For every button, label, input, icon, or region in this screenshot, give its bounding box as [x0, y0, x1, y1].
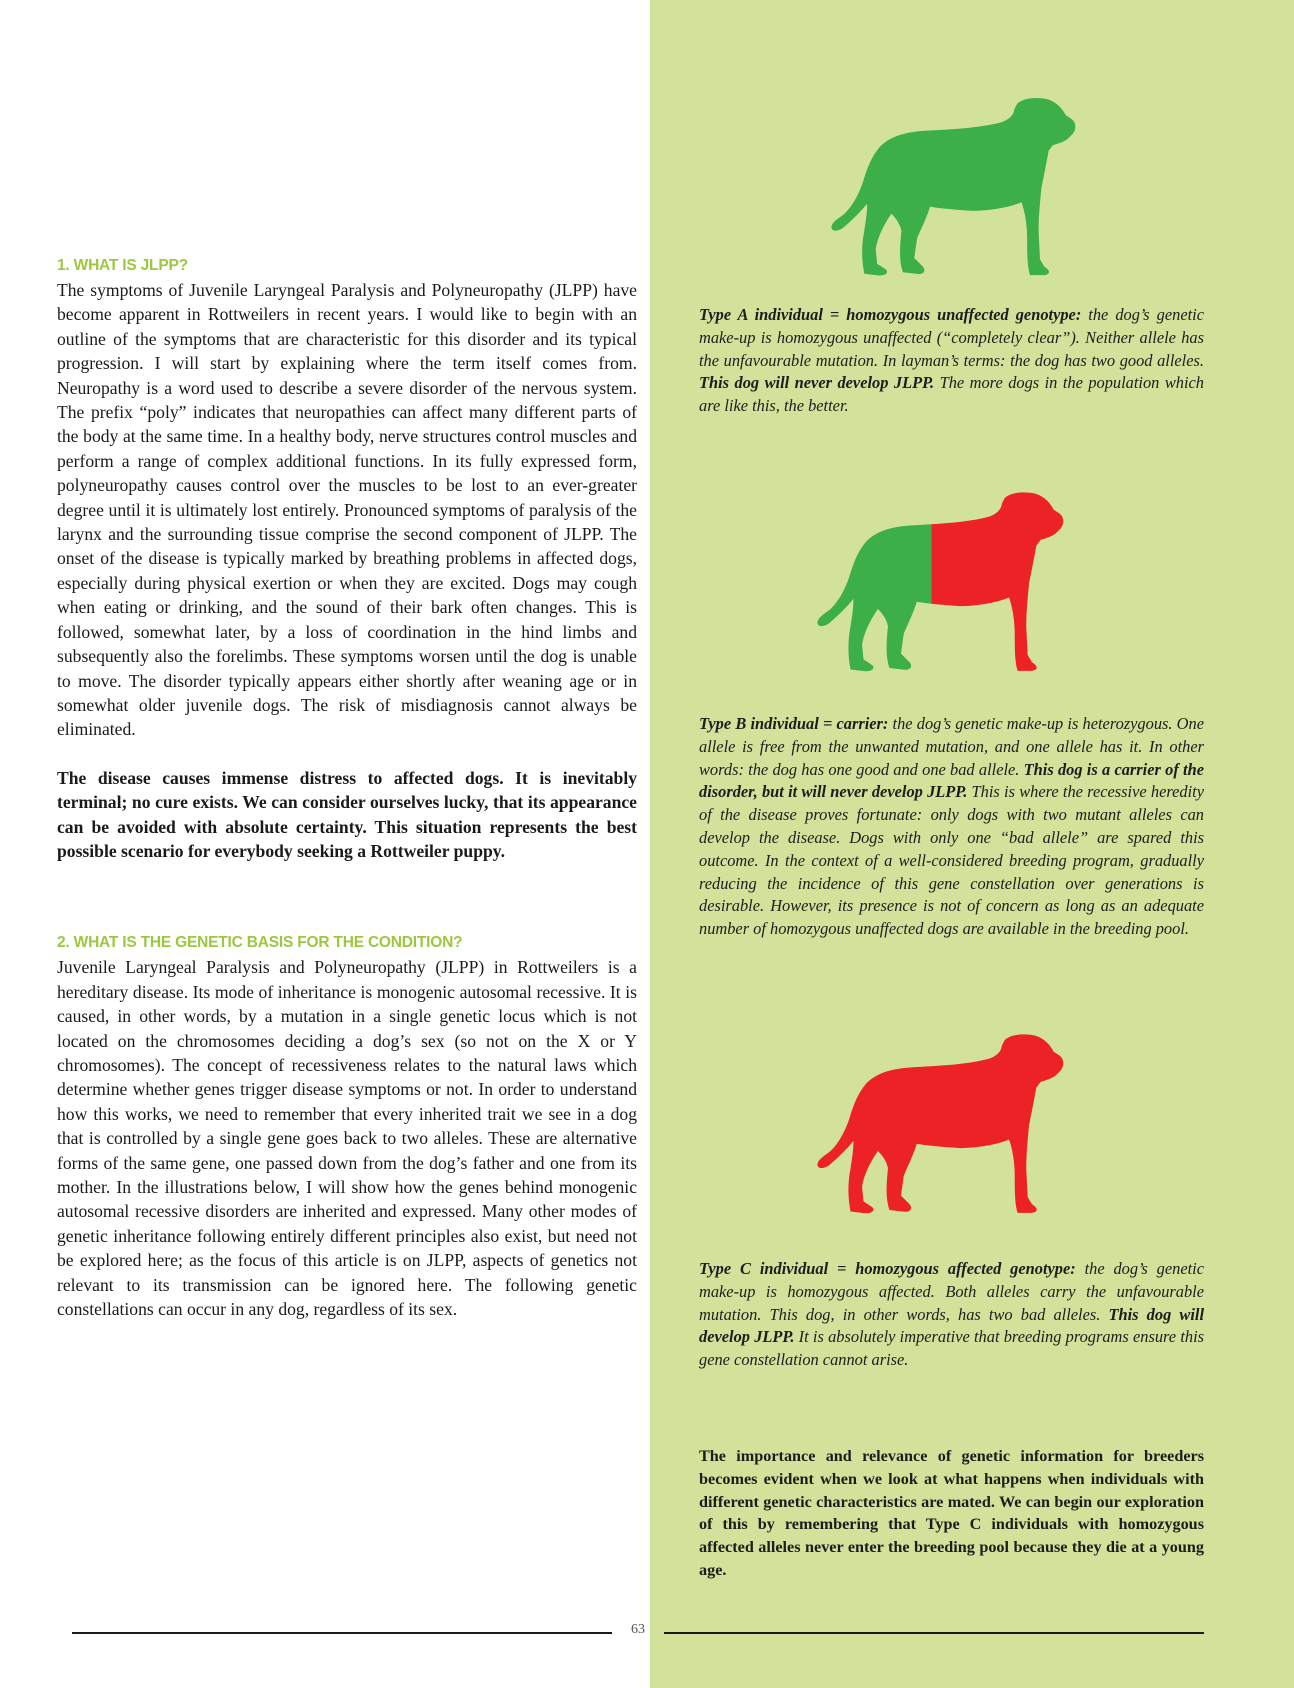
caption-type-a-bold: This dog will never develop JLPP.	[699, 373, 935, 393]
section-1-bold-paragraph: The disease causes immense distress to affected dogs. It is inevitably terminal; no cure exists. We can consider ourselves lucky, that its appearance can be avoided with absolute certainty. This situation represents the best possible scenario for everybody seeking a Rottweiler puppy.	[57, 767, 637, 861]
caption-type-c	[699, 1258, 1204, 1372]
section-1-paragraph: The symptoms of Juvenile Laryngeal Paralysis and Polyneuropathy (JLPP) have become apparent in Rottweilers in recent years. I would like to begin with an outline of the symptoms that are characteristic for this disorder and its typical progression. I will start by explaining where the term itself comes from. Neuropathy is a word used to describe a severe disorder of the nervous system. The prefix “poly” indicates that neuropathies can affect many different parts of the body at the same time. In a healthy body, nerve structures control muscles and perform a range of complex additional functions. In its fully expressed form, polyneuropathy causes control over the muscles to be lost to an ever-greater degree until it is ultimately lost entirely. Pronounced symptoms of paralysis of the larynx and the surrounding tissue comprise the second component of JLPP. The onset of the disease is typically marked by breathing problems in affected dogs, especially during physical exertion or when they are excited. Dogs may cough when eating or drinking, and the sound of their bark often changes. This is followed, somewhat later, by a loss of coordination in the hind limbs and subsequently also the forelimbs. These symptoms worsen until the dog is unable to move. The disorder typically appears either shortly after weaning age or in somewhat older juvenile dogs. The risk of misdiagnosis cannot always be eliminated.	[57, 280, 637, 740]
footer-rule-right	[664, 1632, 1204, 1634]
footer-rule-left	[72, 1632, 612, 1634]
caption-type-c-text-1: the dog’s genetic make-up is homozygous affected. Both alleles carry the unfavourable mutation. This dog, in other words, has two bad alleles.	[699, 1259, 1204, 1324]
dog-body-red	[817, 1034, 1063, 1213]
section-genetic-basis	[57, 933, 637, 1321]
section-2-heading: 2. WHAT IS THE GENETIC BASIS FOR THE CONDITION?	[57, 934, 463, 952]
section-2-paragraph: Juvenile Laryngeal Paralysis and Polyneuropathy (JLPP) in Rottweilers is a hereditary disease. Its mode of inheritance is monogenic autosomal recessive. It is caused, in other words, by a mutation in a single genetic locus which is not located on the chromosomes deciding a dog’s sex (so not on the X or Y chromosomes). The concept of recessiveness relates to the natural laws which determine whether genes trigger disease symptoms or not. In order to understand how this works, we need to remember that every inherited trait we see in a dog that is controlled by a single gene goes back to two alleles. These are alternative forms of the same gene, one passed down from the dog’s father and one from its mother. In the illustrations below, I will show how the genes behind monogenic autosomal recessive disorders are inherited and expressed. Many other modes of genetic inheritance following entirely different principles also exist, but need not be explored here; as the focus of this article is on JLPP, aspects of genetics not relevant to its transmission can be ignored here. The following genetic constellations can occur in any dog, regardless of its sex.	[57, 957, 637, 1320]
dog-silhouette-type-c	[816, 1024, 1068, 1216]
caption-type-a	[699, 304, 1204, 418]
caption-type-b-text-1: the dog’s genetic make-up is heterozygous. One allele is free from the unwanted mutation, and one allele has it. In other words: the dog has one good and one bad allele.	[699, 714, 1204, 779]
closing-paragraph: The importance and relevance of genetic information for breeders becomes evident when we look at what happens when individuals with different genetic characteristics are mated. We can begin our exploration of this by remembering that Type C individuals with homozygous affected alleles never enter the breeding pool because they die at a young age.	[699, 1447, 1204, 1579]
section-1-heading: 1. WHAT IS JLPP?	[57, 257, 188, 274]
section-what-is-jlpp	[57, 256, 637, 863]
caption-type-b-text-2: This is where the recessive heredity of the disease proves fortunate: only dogs with two mutant alleles can develop the disease. Dogs with only one “bad allele” are spared this outcome. In the context of a well-considered breeding program, gradually reducing the incidence of this gene constellation over generations is desirable. However, its presence is not of concern as long as an adequate number of homozygous unaffected dogs are available in the breeding pool.	[699, 782, 1204, 939]
caption-type-b	[699, 713, 1204, 941]
caption-type-c-label: Type C individual = homozygous affected genotype:	[699, 1259, 1076, 1278]
caption-type-b-label: Type B individual = carrier:	[699, 714, 889, 733]
caption-type-a-label: Type A individual = homozygous unaffected genotype:	[699, 305, 1082, 324]
caption-type-a-text-2: The more dogs in the population which are like this, the better.	[699, 373, 1204, 416]
left-column	[57, 256, 637, 1321]
page-number: 63	[631, 1622, 645, 1637]
caption-type-c-text-2: It is absolutely imperative that breeding programs ensure this gene constellation cannot arise.	[699, 1327, 1205, 1370]
caption-type-b-bold: This dog is a carrier of the disorder, but it will never develop JLPP.	[699, 759, 1204, 802]
caption-type-a-text-1: the dog’s genetic make-up is homozygous unaffected (“completely clear”). Neither allele has the unfavourable mutation. In layman’s terms: the dog has two good alleles.	[699, 305, 1204, 370]
dog-body-green	[831, 98, 1075, 276]
caption-type-c-bold: This dog will develop JLPP.	[699, 1304, 1204, 1347]
dog-silhouette-type-a	[830, 88, 1080, 278]
dog-silhouette-type-b	[816, 482, 1068, 674]
